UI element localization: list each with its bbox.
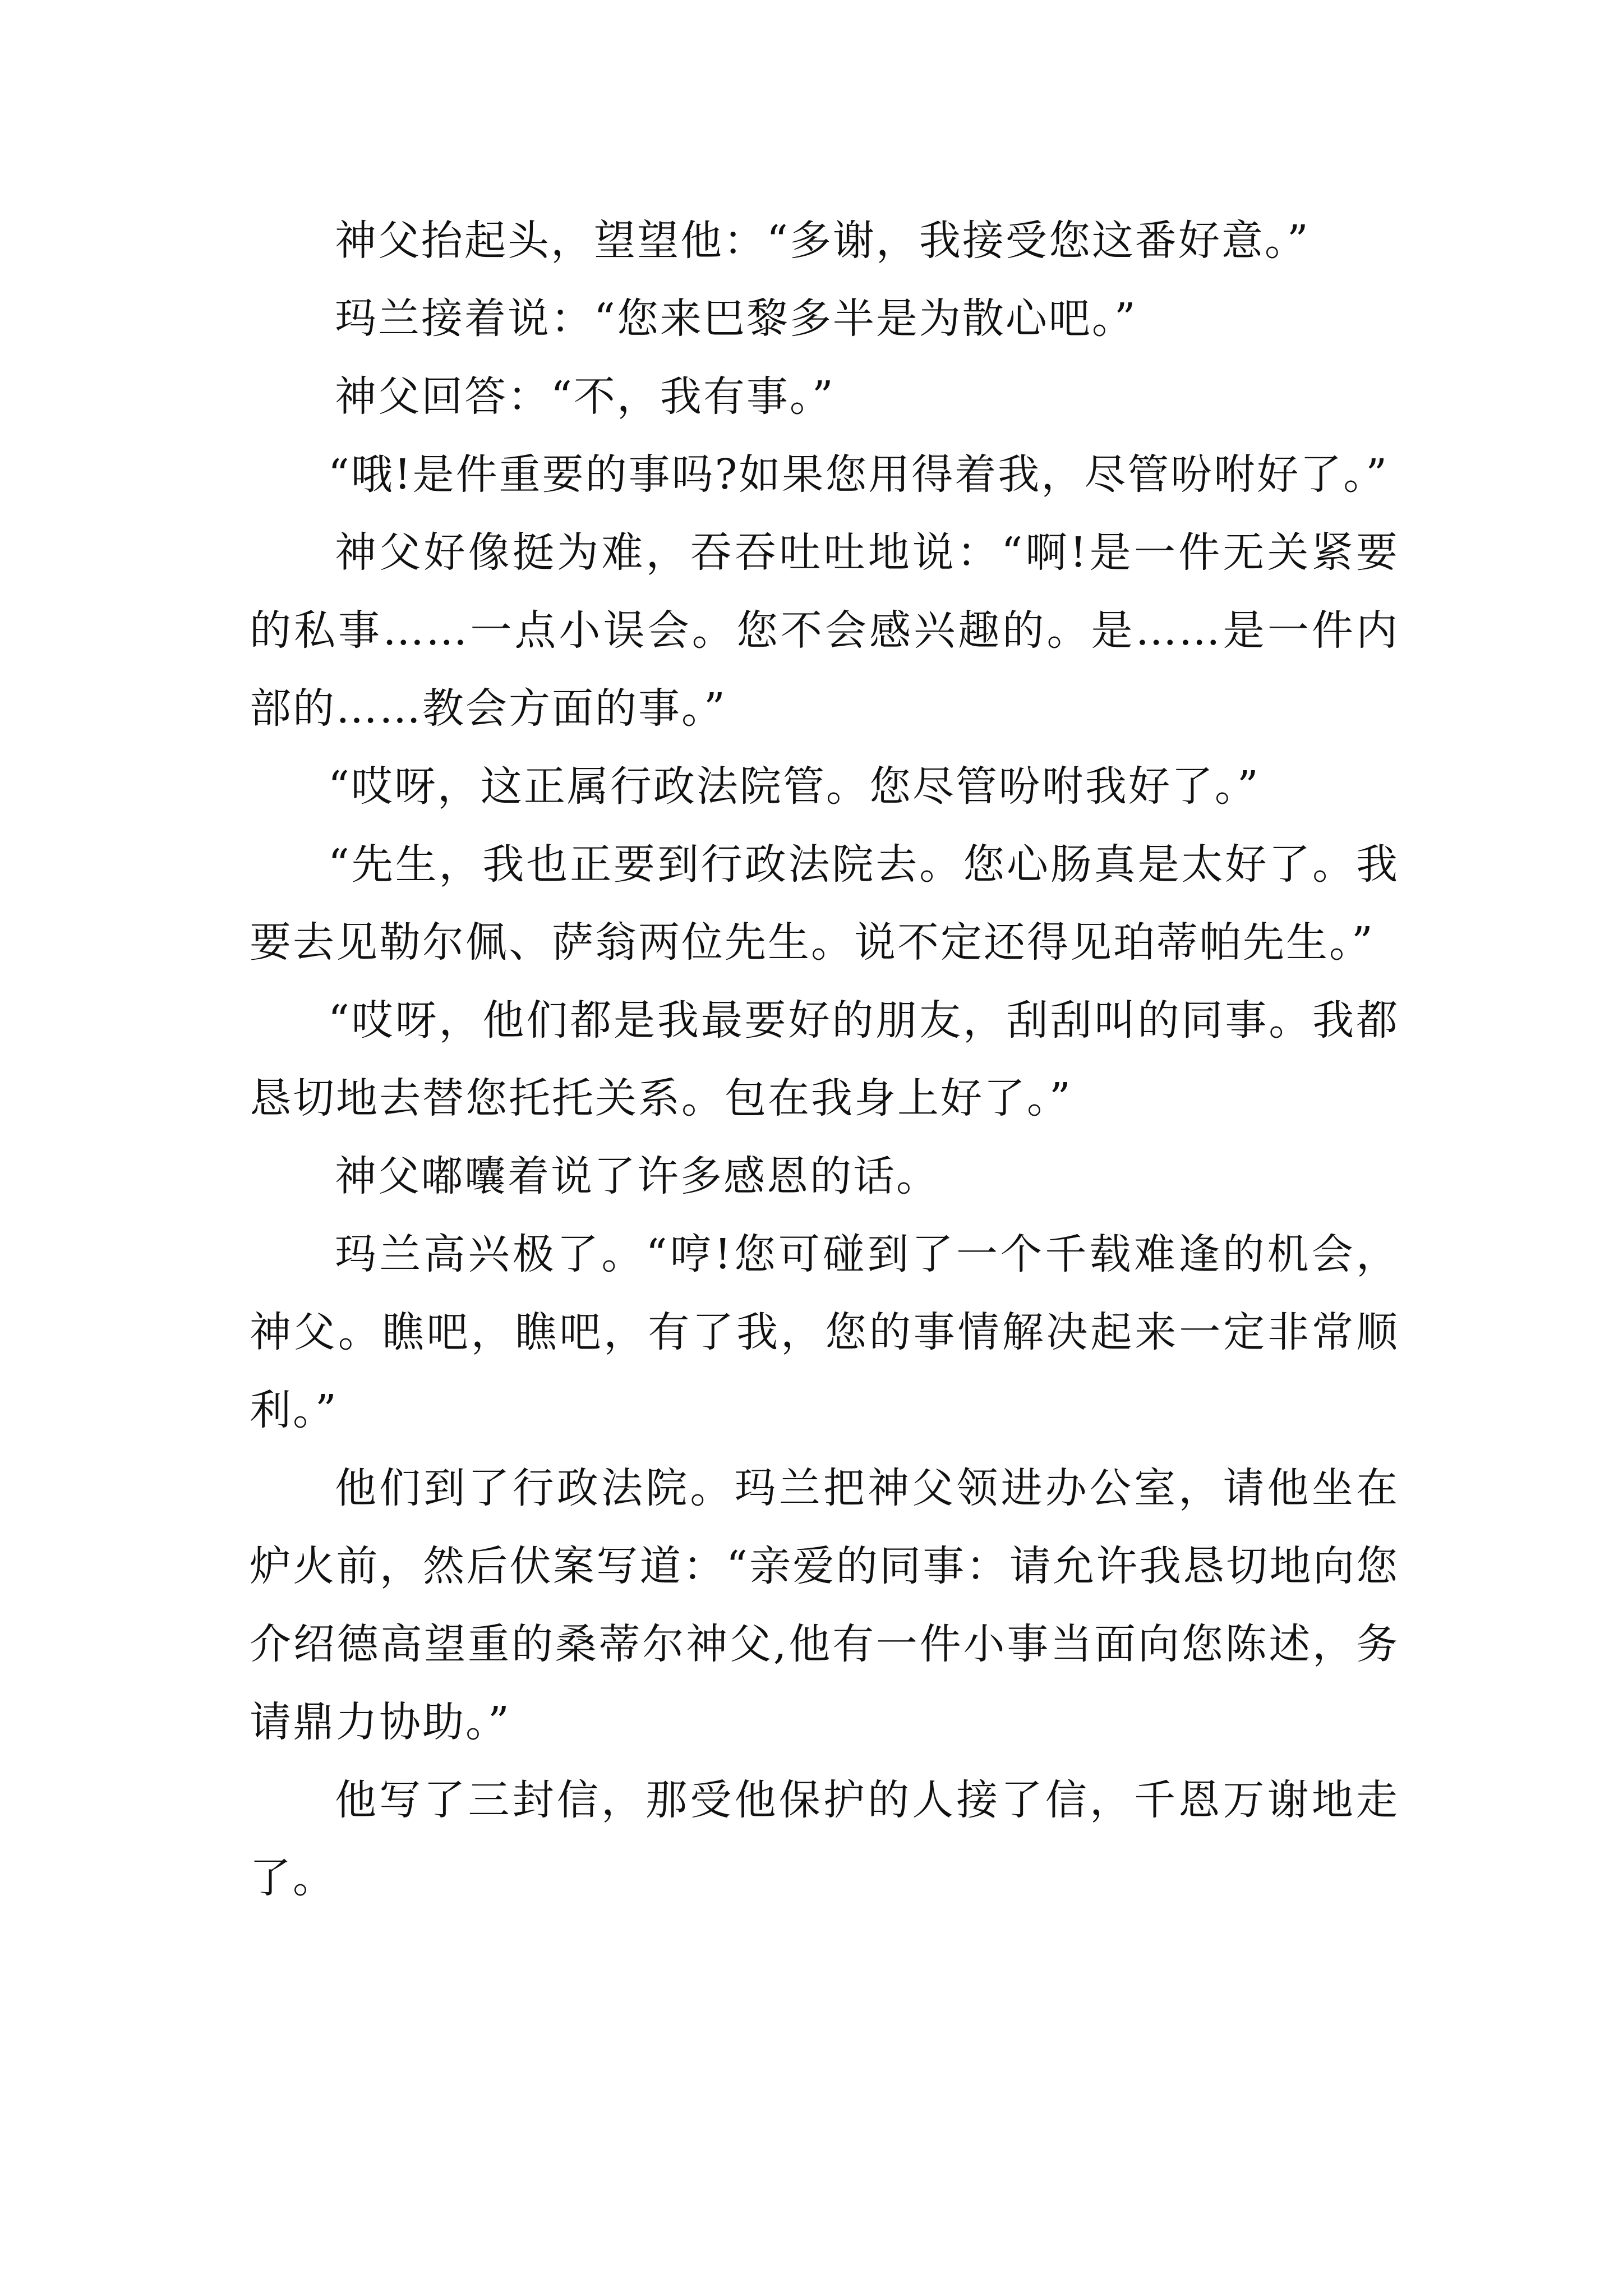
paragraph: 神父嘟囔着说了许多感恩的话。 [335,1152,939,1200]
paragraph: 神父抬起头，望望他：“多谢，我接受您这番好意。” [335,217,1310,265]
body-text [250,202,1399,1917]
paragraph: “哦!是件重要的事吗?如果您用得着我，尽管吩咐好了。” [328,450,1389,499]
paragraph: “哎呀，这正属行政法院管。您尽管吩咐我好了。” [328,762,1260,811]
paragraph: 他们到了行政法院。玛兰把神父领进办公室，请他坐在炉火前，然后伏案写道：“亲爱的同事：请允许我恳切地向您介绍德高望重的桑蒂尔神父,他有一件小事当面向您陈述，务请鼎力协助。” [250,1464,1399,1746]
paragraph: 玛兰高兴极了。“哼!您可碰到了一个千载难逢的机会，神父。瞧吧，瞧吧，有了我，您的事情解决起来一定非常顺利。” [250,1230,1399,1434]
paragraph: 玛兰接着说：“您来巴黎多半是为散心吧。” [335,295,1137,343]
paragraph: “先生，我也正要到行政法院去。您心肠真是太好了。我要去见勒尔佩、萨翁两位先生。说不定还得见珀蒂帕先生。” [250,840,1399,967]
paragraph: “哎呀，他们都是我最要好的朋友，刮刮叫的同事。我都恳切地去替您托托关系。包在我身上好了。” [250,996,1399,1122]
paragraph: 神父回答：“不，我有事。” [335,372,835,421]
paragraph: 神父好像挺为难，吞吞吐吐地说：“啊!是一件无关紧要的私事……一点小误会。您不会感兴趣的。是……是一件内部的……教会方面的事。” [250,528,1399,733]
paragraph: 他写了三封信，那受他保护的人接了信，千恩万谢地走了。 [250,1776,1399,1902]
